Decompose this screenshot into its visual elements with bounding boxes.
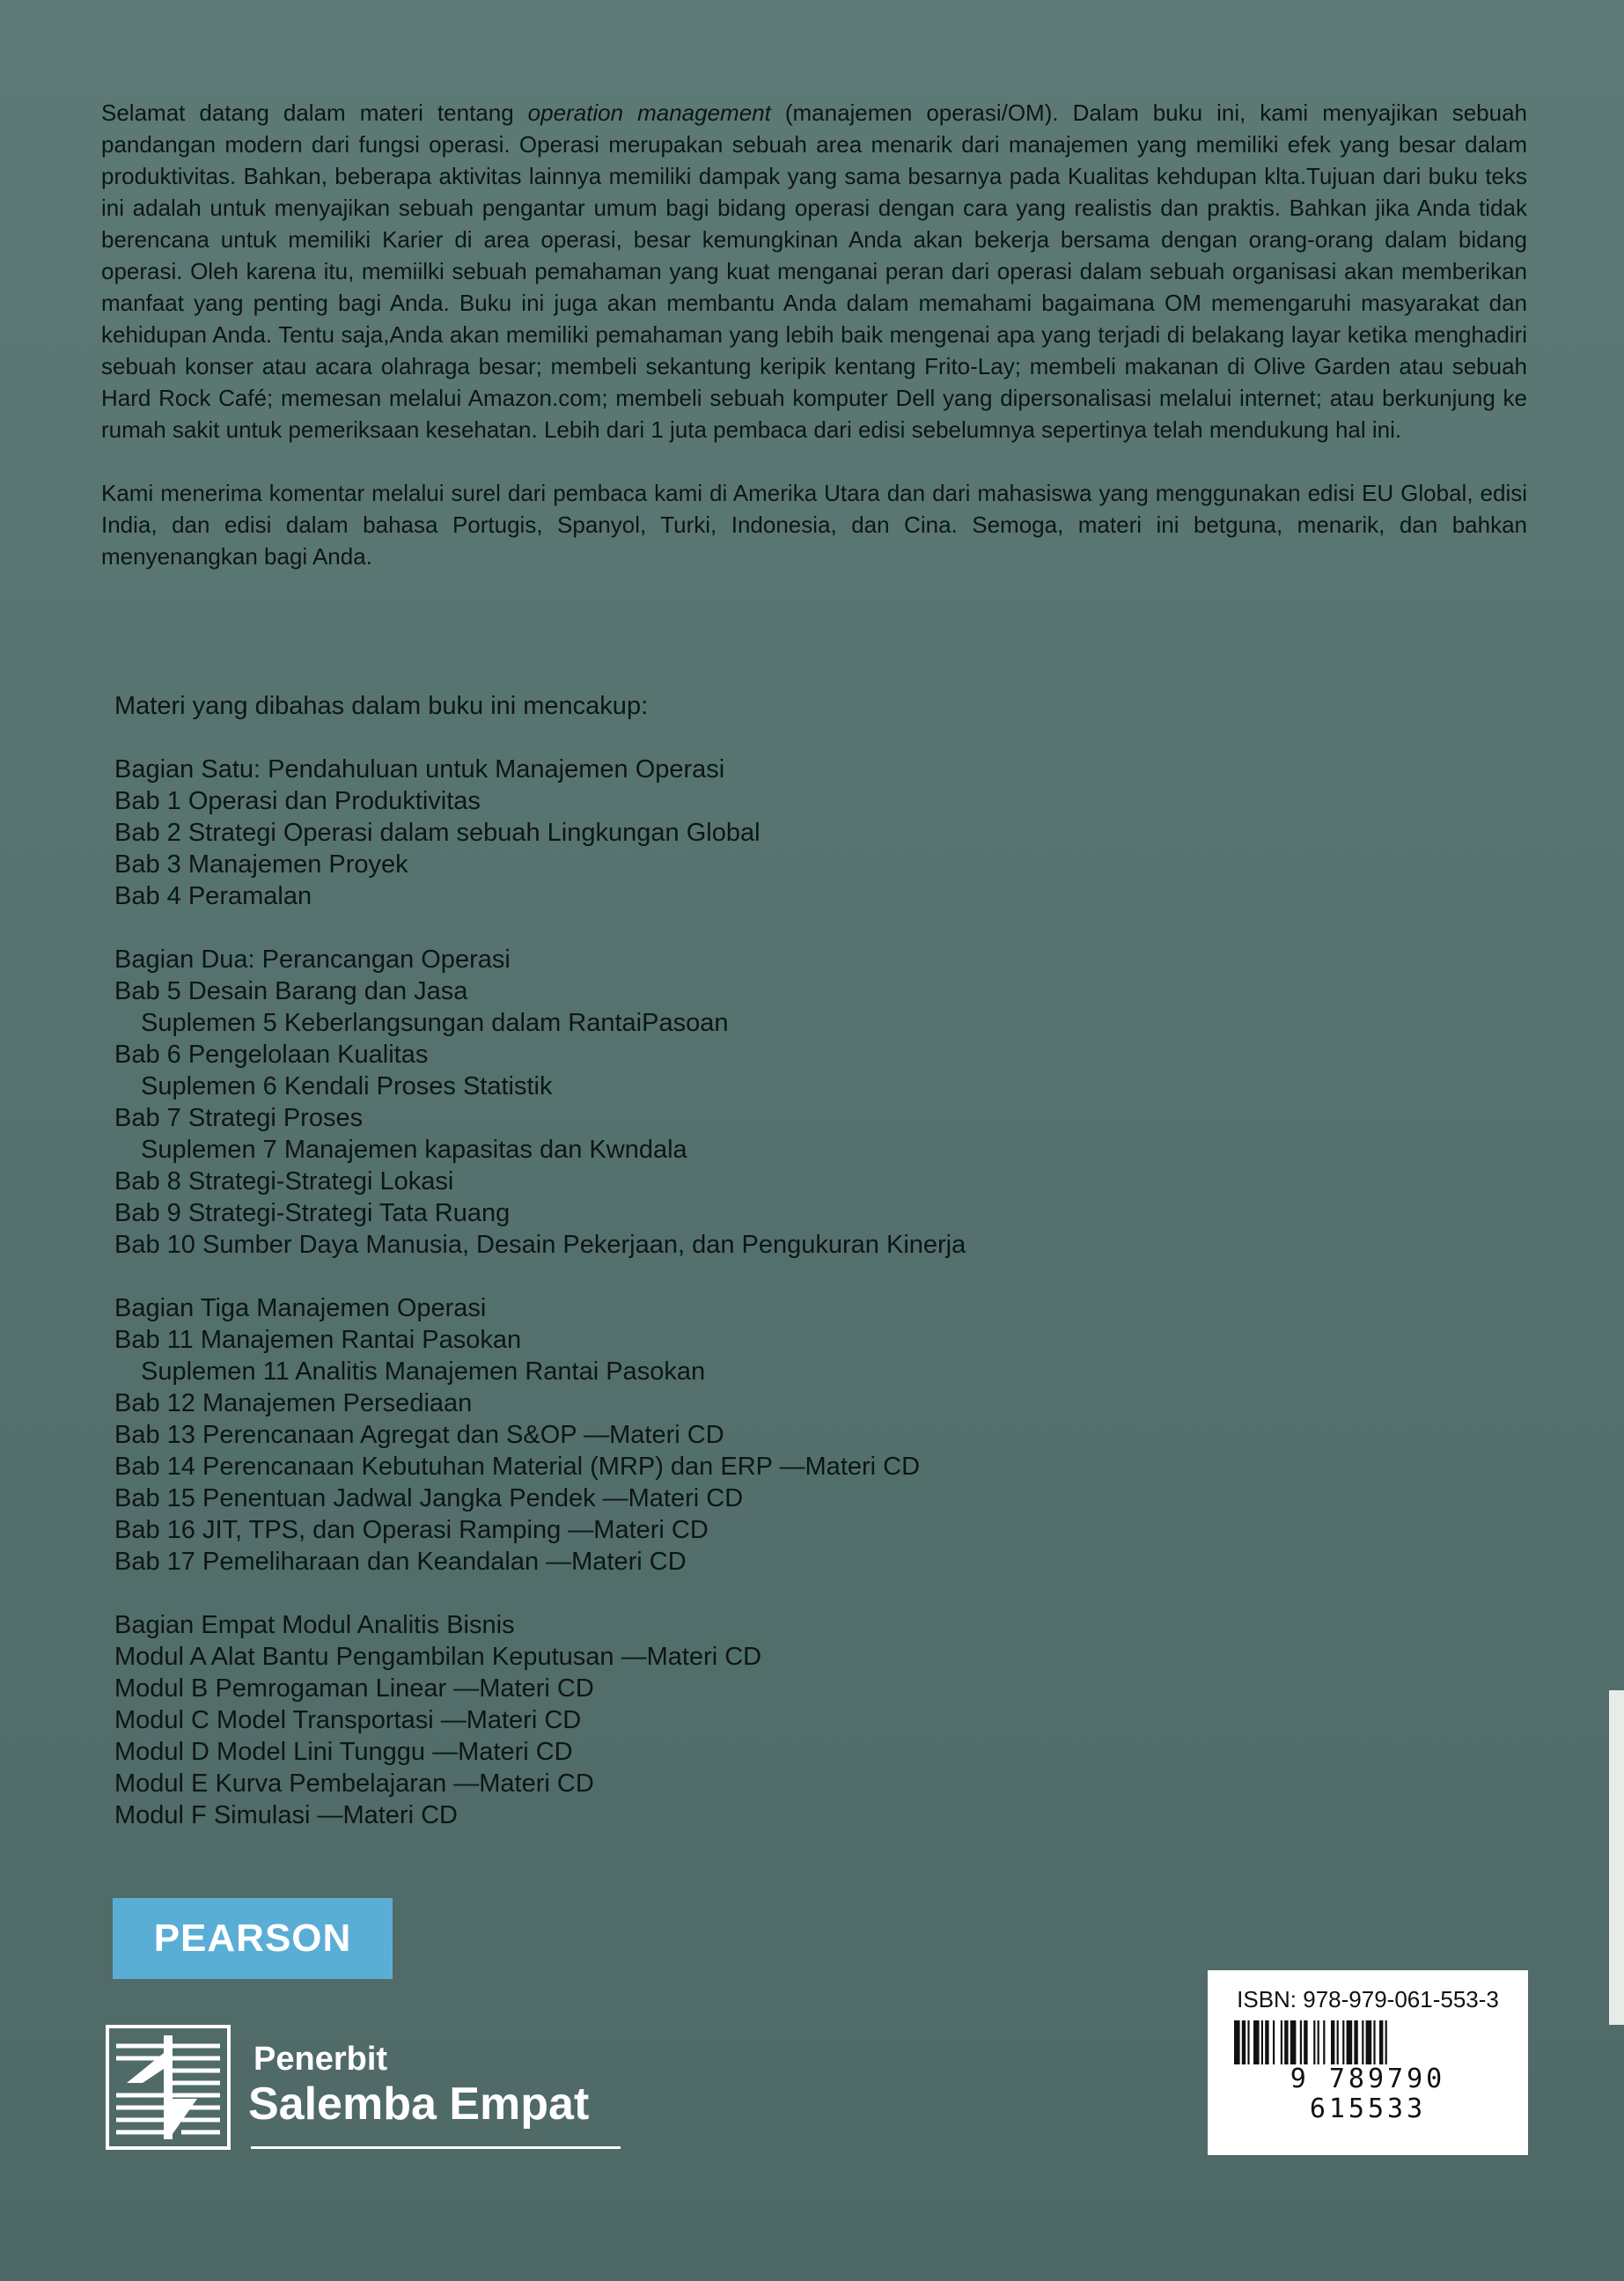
publisher-underline <box>251 2146 621 2149</box>
toc-line: Modul C Model Transportasi —Materi CD <box>114 1706 582 1734</box>
publisher-logo <box>106 2025 669 2152</box>
toc-line: Bab 17 Pemeliharaan dan Keandalan —Materi CD <box>114 1548 687 1576</box>
part-1 <box>114 754 1083 912</box>
intro-italic-term: operation management <box>527 99 771 126</box>
toc-line: Bab 7 Strategi Proses <box>114 1104 364 1132</box>
toc-line: Bab 3 Manajemen Proyek <box>114 850 408 879</box>
isbn-label: ISBN: 978-979-061-553-3 <box>1237 1986 1499 2012</box>
toc-line: Bab 11 Manajemen Rantai Pasokan <box>114 1326 522 1354</box>
toc-line: Bab 10 Sumber Daya Manusia, Desain Pekerjaan, dan Pengukuran Kinerja <box>114 1231 966 1259</box>
toc-supplement-line: Suplemen 5 Keberlangsungan dalam RantaiPasoan <box>141 1009 729 1037</box>
part-2 <box>114 944 1083 1261</box>
toc-line: Modul A Alat Bantu Pengambilan Keputusan —Materi CD <box>114 1643 762 1671</box>
part-title: Bagian Empat Modul Analitis Bisnis <box>114 1611 515 1639</box>
toc-line: Bab 15 Penentuan Jadwal Jangka Pendek —Materi CD <box>114 1484 744 1512</box>
toc-line: Bab 2 Strategi Operasi dalam sebuah Lingkungan Global <box>114 819 761 847</box>
intro-paragraph-2: Kami menerima komentar melalui surel dari pembaca kami di Amerika Utara dan dari mahasiswa yang menggunakan edisi EU Global, edisi India, dan edisi dalam bahasa Portugis, Spanyol, Turki, Indonesia, dan Cina. Semoga, materi ini betguna, menarik, dan bahkan menyenangkan bagi Anda. <box>101 480 1527 570</box>
intro-text-rest: (manajemen operasi/OM). Dalam buku ini, kami menyajikan sebuah pandangan modern dari fungsi operasi. Operasi merupakan sebuah area menarik dari manajemen yang memiliki efek yang besar dalam produktivitas. Bahkan, beberapa aktivitas lainnya memiliki dampak yang sama besarnya pada Kualitas kehdupan klta.Tujuan dari buku teks ini adalah untuk menyajikan sebuah pengantar umum bagi bidang operasi dengan cara yang realistis dan praktis. Bahkan jika Anda tidak berencana untuk memiliki Karier di area operasi, besar kemungkinan Anda akan bekerja bersama dengan orang-orang dalam bidang operasi. Oleh karena itu, memiilki sebuah pemahaman yang kuat menganai peran dari operasi dalam sebuah organisasi akan memberikan manfaat yang penting bagi Anda. Buku ini juga akan membantu Anda dalam memahami bagaimana OM memengaruhi masyarakat dan kehidupan Anda. Tentu saja,Anda akan memiliki pemahaman yang lebih baik mengenai apa yang terjadi di belakang layar ketika menghadiri sebuah konser atau acara olahraga besar; membeli sekantung keripik kentang Frito-Lay; membeli makanan di Olive Garden atau sebuah Hard Rock Café; memesan melalui Amazon.com; membeli sebuah komputer Dell yang dipersonalisasi melalui internet; atau berkunjung ke rumah sakit untuk pemeriksaan kesehatan. Lebih dari 1 juta pembaca dari edisi sebelumnya sepertinya telah mendukung hal ini. <box>101 99 1528 443</box>
toc-line: Bab 1 Operasi dan Produktivitas <box>114 787 481 815</box>
toc-line: Bab 16 JIT, TPS, dan Operasi Ramping —Materi CD <box>114 1516 709 1544</box>
part-4 <box>114 1609 1083 1831</box>
barcode <box>1227 2020 1509 2124</box>
intro-paragraph-1 <box>101 97 1527 445</box>
toc-line: Modul E Kurva Pembelajaran —Materi CD <box>114 1770 594 1798</box>
table-of-contents <box>114 754 1083 1863</box>
toc-line: Bab 4 Peramalan <box>114 882 312 910</box>
part-title: Bagian Dua: Perancangan Operasi <box>114 946 511 974</box>
intro-text <box>101 97 1527 604</box>
part-3 <box>114 1292 1083 1578</box>
toc-line: Bab 5 Desain Barang dan Jasa <box>114 977 468 1005</box>
toc-line: Bab 6 Pengelolaan Kualitas <box>114 1041 429 1069</box>
intro-text-start: Selamat datang dalam materi tentang <box>101 99 528 126</box>
toc-line: Modul F Simulasi —Materi CD <box>114 1801 458 1829</box>
pearson-logo: PEARSON <box>113 1898 393 1979</box>
toc-supplement-line: Suplemen 11 Analitis Manajemen Rantai Pasokan <box>141 1358 706 1386</box>
part-title: Bagian Tiga Manajemen Operasi <box>114 1294 487 1322</box>
toc-line: Modul B Pemrogaman Linear —Materi CD <box>114 1674 594 1703</box>
toc-supplement-line: Suplemen 6 Kendali Proses Statistik <box>141 1072 553 1100</box>
toc-line: Bab 13 Perencanaan Agregat dan S&OP —Materi CD <box>114 1421 724 1449</box>
salemba-empat-icon <box>106 2025 231 2150</box>
page-edge-tab <box>1609 1690 1624 2025</box>
toc-line: Modul D Model Lini Tunggu —Materi CD <box>114 1738 573 1766</box>
toc-line: Bab 12 Manajemen Persediaan <box>114 1389 473 1417</box>
barcode-digits: 9 789790 615533 <box>1227 2064 1509 2124</box>
toc-supplement-line: Suplemen 7 Manajemen kapasitas dan Kwndala <box>141 1136 687 1164</box>
toc-lead: Materi yang dibahas dalam buku ini mencakup: <box>114 692 649 720</box>
isbn-block <box>1208 1970 1528 2155</box>
toc-line: Bab 8 Strategi-Strategi Lokasi <box>114 1167 454 1196</box>
publisher-label: Penerbit <box>254 2041 388 2078</box>
toc-line: Bab 14 Perencanaan Kebutuhan Material (MRP) dan ERP —Materi CD <box>114 1453 921 1481</box>
part-title: Bagian Satu: Pendahuluan untuk Manajemen Operasi <box>114 755 725 784</box>
publisher-name: Salemba Empat <box>248 2079 590 2130</box>
toc-line: Bab 9 Strategi-Strategi Tata Ruang <box>114 1199 511 1227</box>
